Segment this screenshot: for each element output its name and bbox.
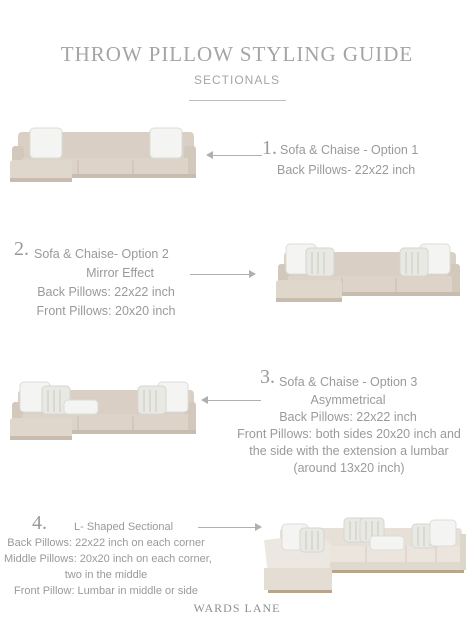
sofa-image-option-1 bbox=[8, 124, 198, 186]
option-2-number: 2. bbox=[14, 238, 29, 260]
option-3-line-3: Back Pillows: 22x22 inch bbox=[279, 410, 417, 424]
option-3-number: 3. bbox=[260, 366, 275, 388]
option-4-line-3: Middle Pillows: 20x20 inch on each corner, bbox=[4, 553, 212, 565]
page-subtitle: SECTIONALS bbox=[193, 73, 281, 87]
option-4-line-4: two in the middle bbox=[64, 569, 148, 581]
option-1-number: 1. bbox=[262, 137, 277, 159]
option-4-line-5: Front Pillow: Lumbar in middle or side bbox=[13, 585, 199, 597]
arrow-option-1 bbox=[208, 155, 262, 156]
option-1-line-2: Back Pillows- 22x22 inch bbox=[277, 163, 416, 177]
sofa-image-option-2 bbox=[272, 240, 462, 306]
option-2-line-2: Mirror Effect bbox=[86, 266, 154, 280]
page-title: THROW PILLOW STYLING GUIDE bbox=[60, 42, 414, 66]
option-2-line-3: Back Pillows: 22x22 inch bbox=[37, 285, 175, 299]
option-4-line-2: Back Pillows: 22x22 inch on each corner bbox=[7, 537, 205, 549]
option-3-line-1: Sofa & Chaise - Option 3 bbox=[279, 375, 418, 389]
title-divider bbox=[189, 100, 286, 101]
option-3-line-5: the side with the extension a lumbar bbox=[249, 444, 449, 458]
option-1-line-1: Sofa & Chaise - Option 1 bbox=[280, 143, 419, 157]
option-3-line-2: Asymmetrical bbox=[310, 393, 386, 407]
sofa-image-option-3 bbox=[8, 378, 198, 444]
sofa-image-option-4 bbox=[260, 512, 468, 598]
option-2-line-1: Sofa & Chaise- Option 2 bbox=[34, 247, 169, 261]
option-4-number: 4. bbox=[32, 512, 47, 534]
arrow-option-4 bbox=[198, 527, 260, 528]
brand-footer: WARDS LANE bbox=[193, 601, 281, 615]
option-4-line-1: L- Shaped Sectional bbox=[74, 521, 174, 533]
option-3-line-6: (around 13x20 inch) bbox=[293, 461, 405, 475]
option-2-line-4: Front Pillows: 20x20 inch bbox=[36, 304, 176, 318]
option-3-line-4: Front Pillows: both sides 20x20 inch and bbox=[237, 427, 461, 441]
arrow-option-2 bbox=[190, 274, 254, 275]
